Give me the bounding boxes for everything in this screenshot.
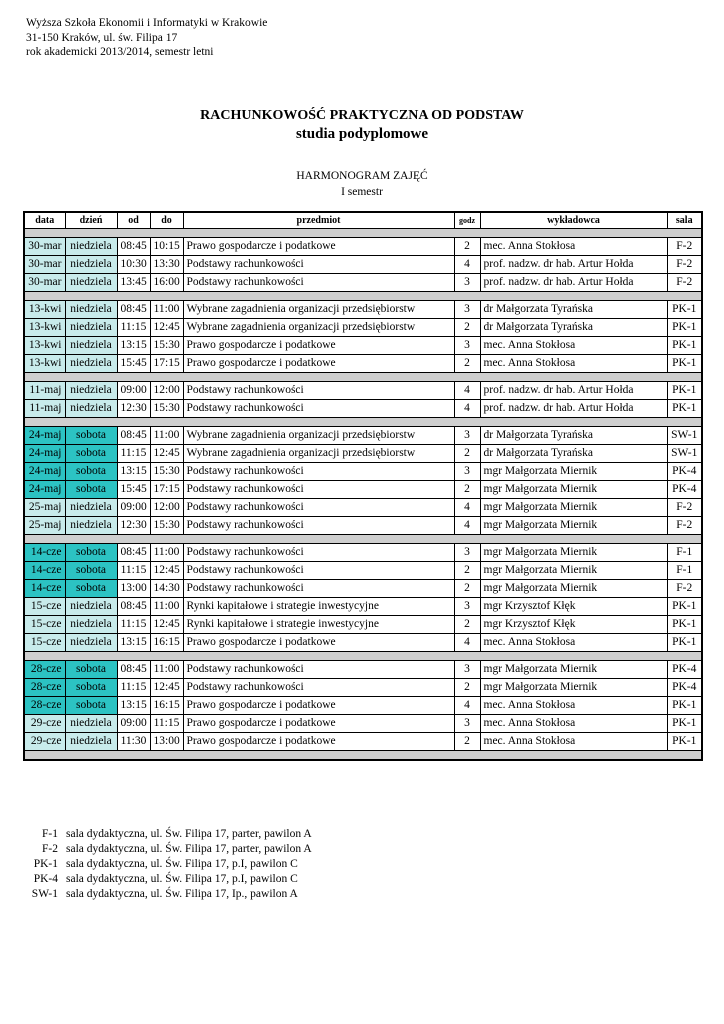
cell-od: 11:30 bbox=[117, 733, 150, 751]
cell-godz: 3 bbox=[454, 661, 480, 679]
cell-wykladowca: mgr Krzysztof Kłęk bbox=[480, 598, 667, 616]
cell-wykladowca: mgr Krzysztof Kłęk bbox=[480, 616, 667, 634]
cell-przedmiot: Prawo gospodarcze i podatkowe bbox=[183, 238, 454, 256]
cell-dzien: niedziela bbox=[65, 517, 117, 535]
cell-data: 14-cze bbox=[24, 562, 65, 580]
cell-data: 24-maj bbox=[24, 445, 65, 463]
table-row bbox=[24, 679, 702, 697]
cell-data: 13-kwi bbox=[24, 301, 65, 319]
cell-wykladowca: mec. Anna Stokłosa bbox=[480, 634, 667, 652]
cell-dzien: niedziela bbox=[65, 634, 117, 652]
cell-od: 12:30 bbox=[117, 517, 150, 535]
cell-dzien: sobota bbox=[65, 427, 117, 445]
cell-godz: 4 bbox=[454, 634, 480, 652]
cell-dzien: niedziela bbox=[65, 274, 117, 292]
document-subtitle: studia podyplomowe bbox=[295, 126, 429, 142]
cell-do: 12:45 bbox=[150, 445, 183, 463]
cell-do: 12:00 bbox=[150, 382, 183, 400]
col-header-do: do bbox=[150, 212, 183, 229]
group-separator bbox=[24, 535, 702, 544]
cell-od: 08:45 bbox=[117, 598, 150, 616]
cell-do: 13:00 bbox=[150, 733, 183, 751]
cell-wykladowca: mec. Anna Stokłosa bbox=[480, 355, 667, 373]
cell-sala: PK-1 bbox=[667, 715, 702, 733]
cell-data: 15-cze bbox=[24, 598, 65, 616]
cell-data: 28-cze bbox=[24, 661, 65, 679]
cell-dzien: niedziela bbox=[65, 256, 117, 274]
group-separator bbox=[24, 292, 702, 301]
cell-dzien: sobota bbox=[65, 661, 117, 679]
cell-data: 30-mar bbox=[24, 274, 65, 292]
cell-przedmiot: Wybrane zagadnienia organizacji przedsiębiorstw bbox=[183, 319, 454, 337]
cell-sala: PK-1 bbox=[667, 301, 702, 319]
group-separator bbox=[24, 751, 702, 761]
table-row bbox=[24, 634, 702, 652]
cell-do: 16:15 bbox=[150, 697, 183, 715]
cell-data: 14-cze bbox=[24, 544, 65, 562]
table-row bbox=[24, 427, 702, 445]
cell-do: 11:15 bbox=[150, 715, 183, 733]
cell-godz: 4 bbox=[454, 400, 480, 418]
table-row bbox=[24, 301, 702, 319]
cell-data: 13-kwi bbox=[24, 337, 65, 355]
legend-room-description: sala dydaktyczna, ul. Św. Filipa 17, parter, pawilon A bbox=[66, 828, 312, 840]
cell-dzien: niedziela bbox=[65, 301, 117, 319]
cell-od: 13:15 bbox=[117, 337, 150, 355]
cell-przedmiot: Wybrane zagadnienia organizacji przedsiębiorstw bbox=[183, 427, 454, 445]
legend-item bbox=[26, 842, 312, 857]
cell-godz: 3 bbox=[454, 301, 480, 319]
cell-dzien: sobota bbox=[65, 463, 117, 481]
cell-wykladowca: dr Małgorzata Tyrańska bbox=[480, 301, 667, 319]
cell-od: 08:45 bbox=[117, 238, 150, 256]
cell-do: 15:30 bbox=[150, 517, 183, 535]
col-header-sala: sala bbox=[667, 212, 702, 229]
legend-room-code: F-2 bbox=[42, 843, 58, 855]
cell-dzien: sobota bbox=[65, 679, 117, 697]
cell-wykladowca: mgr Małgorzata Miernik bbox=[480, 580, 667, 598]
cell-wykladowca: dr Małgorzata Tyrańska bbox=[480, 319, 667, 337]
cell-dzien: niedziela bbox=[65, 715, 117, 733]
cell-sala: PK-4 bbox=[667, 661, 702, 679]
cell-od: 13:15 bbox=[117, 634, 150, 652]
cell-wykladowca: prof. nadzw. dr hab. Artur Hołda bbox=[480, 274, 667, 292]
cell-sala: PK-1 bbox=[667, 319, 702, 337]
cell-wykladowca: mec. Anna Stokłosa bbox=[480, 697, 667, 715]
cell-sala: F-2 bbox=[667, 256, 702, 274]
cell-przedmiot: Prawo gospodarcze i podatkowe bbox=[183, 715, 454, 733]
cell-przedmiot: Prawo gospodarcze i podatkowe bbox=[183, 697, 454, 715]
cell-przedmiot: Podstawy rachunkowości bbox=[183, 544, 454, 562]
cell-data: 30-mar bbox=[24, 238, 65, 256]
table-row bbox=[24, 400, 702, 418]
cell-przedmiot: Prawo gospodarcze i podatkowe bbox=[183, 337, 454, 355]
legend-room-description: sala dydaktyczna, ul. Św. Filipa 17, p.I, pawilon C bbox=[66, 858, 298, 870]
table-row bbox=[24, 598, 702, 616]
legend-room-description: sala dydaktyczna, ul. Św. Filipa 17, p.I, pawilon C bbox=[66, 873, 298, 885]
cell-godz: 2 bbox=[454, 562, 480, 580]
table-row bbox=[24, 256, 702, 274]
legend-room-code: F-1 bbox=[42, 828, 58, 840]
document-title: RACHUNKOWOŚĆ PRAKTYCZNA OD PODSTAW bbox=[200, 108, 524, 123]
table-row bbox=[24, 544, 702, 562]
cell-godz: 3 bbox=[454, 598, 480, 616]
table-row bbox=[24, 238, 702, 256]
cell-wykladowca: prof. nadzw. dr hab. Artur Hołda bbox=[480, 400, 667, 418]
cell-do: 11:00 bbox=[150, 544, 183, 562]
cell-od: 11:15 bbox=[117, 445, 150, 463]
separator-cell bbox=[24, 751, 702, 761]
cell-godz: 2 bbox=[454, 580, 480, 598]
cell-sala: PK-1 bbox=[667, 697, 702, 715]
table-row bbox=[24, 715, 702, 733]
cell-dzien: sobota bbox=[65, 445, 117, 463]
academic-year: rok akademicki 2013/2014, semestr letni bbox=[26, 46, 214, 58]
cell-do: 15:30 bbox=[150, 400, 183, 418]
cell-sala: PK-1 bbox=[667, 598, 702, 616]
cell-sala: F-1 bbox=[667, 562, 702, 580]
cell-data: 11-maj bbox=[24, 400, 65, 418]
cell-godz: 3 bbox=[454, 274, 480, 292]
cell-przedmiot: Wybrane zagadnienia organizacji przedsiębiorstw bbox=[183, 445, 454, 463]
cell-do: 13:30 bbox=[150, 256, 183, 274]
table-row bbox=[24, 445, 702, 463]
cell-godz: 2 bbox=[454, 355, 480, 373]
cell-przedmiot: Rynki kapitałowe i strategie inwestycyjne bbox=[183, 616, 454, 634]
cell-przedmiot: Podstawy rachunkowości bbox=[183, 499, 454, 517]
institution-address: 31-150 Kraków, ul. św. Filipa 17 bbox=[26, 31, 178, 44]
table-row bbox=[24, 499, 702, 517]
cell-data: 25-maj bbox=[24, 517, 65, 535]
cell-od: 13:15 bbox=[117, 463, 150, 481]
cell-od: 13:00 bbox=[117, 580, 150, 598]
cell-od: 11:15 bbox=[117, 616, 150, 634]
cell-wykladowca: mgr Małgorzata Miernik bbox=[480, 481, 667, 499]
cell-sala: PK-4 bbox=[667, 679, 702, 697]
cell-do: 11:00 bbox=[150, 598, 183, 616]
cell-przedmiot: Prawo gospodarcze i podatkowe bbox=[183, 634, 454, 652]
cell-data: 13-kwi bbox=[24, 319, 65, 337]
cell-sala: PK-1 bbox=[667, 616, 702, 634]
cell-sala: F-2 bbox=[667, 238, 702, 256]
legend-item bbox=[26, 872, 312, 887]
cell-do: 17:15 bbox=[150, 355, 183, 373]
table-row bbox=[24, 274, 702, 292]
col-header-godz: godz bbox=[454, 212, 480, 229]
cell-dzien: niedziela bbox=[65, 337, 117, 355]
cell-dzien: sobota bbox=[65, 562, 117, 580]
cell-wykladowca: dr Małgorzata Tyrańska bbox=[480, 427, 667, 445]
cell-data: 15-cze bbox=[24, 634, 65, 652]
cell-godz: 4 bbox=[454, 499, 480, 517]
cell-od: 15:45 bbox=[117, 355, 150, 373]
cell-dzien: niedziela bbox=[65, 382, 117, 400]
table-row bbox=[24, 580, 702, 598]
legend-item bbox=[26, 827, 312, 842]
cell-sala: PK-1 bbox=[667, 733, 702, 751]
separator-cell bbox=[24, 373, 702, 382]
cell-przedmiot: Prawo gospodarcze i podatkowe bbox=[183, 733, 454, 751]
cell-wykladowca: mgr Małgorzata Miernik bbox=[480, 679, 667, 697]
cell-sala: F-2 bbox=[667, 580, 702, 598]
table-row bbox=[24, 337, 702, 355]
cell-wykladowca: mgr Małgorzata Miernik bbox=[480, 544, 667, 562]
cell-sala: PK-1 bbox=[667, 382, 702, 400]
cell-przedmiot: Podstawy rachunkowości bbox=[183, 679, 454, 697]
cell-dzien: niedziela bbox=[65, 400, 117, 418]
cell-sala: SW-1 bbox=[667, 445, 702, 463]
cell-godz: 3 bbox=[454, 715, 480, 733]
cell-przedmiot: Podstawy rachunkowości bbox=[183, 661, 454, 679]
cell-data: 24-maj bbox=[24, 463, 65, 481]
cell-dzien: niedziela bbox=[65, 733, 117, 751]
cell-do: 14:30 bbox=[150, 580, 183, 598]
legend-room-description: sala dydaktyczna, ul. Św. Filipa 17, Ip., pawilon A bbox=[66, 888, 298, 900]
schedule-heading: HARMONOGRAM ZAJĘĆ bbox=[296, 170, 428, 182]
legend-room-code: PK-4 bbox=[33, 873, 58, 885]
cell-przedmiot: Podstawy rachunkowości bbox=[183, 481, 454, 499]
group-separator bbox=[24, 652, 702, 661]
cell-przedmiot: Wybrane zagadnienia organizacji przedsiębiorstw bbox=[183, 301, 454, 319]
cell-od: 09:00 bbox=[117, 382, 150, 400]
col-header-przedmiot: przedmiot bbox=[183, 212, 454, 229]
cell-data: 24-maj bbox=[24, 427, 65, 445]
cell-godz: 4 bbox=[454, 697, 480, 715]
table-row bbox=[24, 382, 702, 400]
cell-godz: 3 bbox=[454, 463, 480, 481]
cell-data: 24-maj bbox=[24, 481, 65, 499]
legend-item bbox=[26, 857, 312, 872]
room-legend bbox=[26, 827, 312, 902]
cell-dzien: sobota bbox=[65, 544, 117, 562]
cell-wykladowca: mec. Anna Stokłosa bbox=[480, 733, 667, 751]
cell-przedmiot: Podstawy rachunkowości bbox=[183, 274, 454, 292]
legend-room-description: sala dydaktyczna, ul. Św. Filipa 17, parter, pawilon A bbox=[66, 843, 312, 855]
cell-wykladowca: mgr Małgorzata Miernik bbox=[480, 562, 667, 580]
table-row bbox=[24, 661, 702, 679]
cell-od: 12:30 bbox=[117, 400, 150, 418]
cell-od: 10:30 bbox=[117, 256, 150, 274]
cell-sala: F-2 bbox=[667, 499, 702, 517]
cell-od: 13:15 bbox=[117, 697, 150, 715]
table-row bbox=[24, 355, 702, 373]
table-row bbox=[24, 463, 702, 481]
cell-do: 16:00 bbox=[150, 274, 183, 292]
semester-label: I semestr bbox=[341, 186, 383, 198]
cell-do: 15:30 bbox=[150, 337, 183, 355]
cell-dzien: niedziela bbox=[65, 319, 117, 337]
table-row bbox=[24, 733, 702, 751]
cell-przedmiot: Podstawy rachunkowości bbox=[183, 256, 454, 274]
cell-wykladowca: mgr Małgorzata Miernik bbox=[480, 499, 667, 517]
cell-przedmiot: Podstawy rachunkowości bbox=[183, 382, 454, 400]
cell-data: 11-maj bbox=[24, 382, 65, 400]
cell-godz: 2 bbox=[454, 319, 480, 337]
separator-cell bbox=[24, 229, 702, 238]
table-row bbox=[24, 481, 702, 499]
cell-godz: 3 bbox=[454, 544, 480, 562]
cell-godz: 4 bbox=[454, 517, 480, 535]
table-row bbox=[24, 697, 702, 715]
table-row bbox=[24, 517, 702, 535]
cell-sala: PK-4 bbox=[667, 463, 702, 481]
cell-data: 28-cze bbox=[24, 697, 65, 715]
cell-do: 10:15 bbox=[150, 238, 183, 256]
cell-godz: 4 bbox=[454, 382, 480, 400]
cell-wykladowca: mgr Małgorzata Miernik bbox=[480, 517, 667, 535]
group-separator bbox=[24, 229, 702, 238]
cell-dzien: niedziela bbox=[65, 499, 117, 517]
cell-od: 11:15 bbox=[117, 679, 150, 697]
cell-wykladowca: mec. Anna Stokłosa bbox=[480, 337, 667, 355]
cell-przedmiot: Podstawy rachunkowości bbox=[183, 517, 454, 535]
col-header-dzien: dzień bbox=[65, 212, 117, 229]
cell-godz: 2 bbox=[454, 238, 480, 256]
cell-godz: 3 bbox=[454, 337, 480, 355]
cell-do: 16:15 bbox=[150, 634, 183, 652]
cell-od: 13:45 bbox=[117, 274, 150, 292]
col-header-data: data bbox=[24, 212, 65, 229]
table-header-row bbox=[24, 212, 702, 229]
legend-room-code: SW-1 bbox=[31, 888, 58, 900]
cell-sala: PK-1 bbox=[667, 634, 702, 652]
cell-wykladowca: dr Małgorzata Tyrańska bbox=[480, 445, 667, 463]
cell-do: 12:45 bbox=[150, 319, 183, 337]
legend-item bbox=[26, 887, 312, 902]
cell-godz: 2 bbox=[454, 679, 480, 697]
group-separator bbox=[24, 418, 702, 427]
table-row bbox=[24, 319, 702, 337]
cell-do: 12:45 bbox=[150, 679, 183, 697]
cell-wykladowca: mgr Małgorzata Miernik bbox=[480, 463, 667, 481]
cell-od: 15:45 bbox=[117, 481, 150, 499]
cell-sala: F-1 bbox=[667, 544, 702, 562]
cell-godz: 2 bbox=[454, 445, 480, 463]
col-header-wykladowca: wykładowca bbox=[480, 212, 667, 229]
cell-przedmiot: Prawo gospodarcze i podatkowe bbox=[183, 355, 454, 373]
cell-do: 12:00 bbox=[150, 499, 183, 517]
separator-cell bbox=[24, 292, 702, 301]
cell-od: 11:15 bbox=[117, 319, 150, 337]
institution-header bbox=[26, 16, 267, 60]
cell-do: 17:15 bbox=[150, 481, 183, 499]
cell-do: 11:00 bbox=[150, 427, 183, 445]
cell-godz: 2 bbox=[454, 616, 480, 634]
cell-dzien: sobota bbox=[65, 481, 117, 499]
cell-przedmiot: Podstawy rachunkowości bbox=[183, 400, 454, 418]
cell-data: 29-cze bbox=[24, 733, 65, 751]
col-header-od: od bbox=[117, 212, 150, 229]
cell-sala: SW-1 bbox=[667, 427, 702, 445]
cell-do: 11:00 bbox=[150, 301, 183, 319]
cell-godz: 3 bbox=[454, 427, 480, 445]
separator-cell bbox=[24, 652, 702, 661]
cell-sala: PK-4 bbox=[667, 481, 702, 499]
schedule-body bbox=[24, 229, 702, 761]
cell-przedmiot: Podstawy rachunkowości bbox=[183, 580, 454, 598]
cell-wykladowca: prof. nadzw. dr hab. Artur Hołda bbox=[480, 256, 667, 274]
cell-data: 30-mar bbox=[24, 256, 65, 274]
cell-data: 14-cze bbox=[24, 580, 65, 598]
cell-data: 28-cze bbox=[24, 679, 65, 697]
cell-od: 08:45 bbox=[117, 544, 150, 562]
cell-dzien: niedziela bbox=[65, 238, 117, 256]
cell-od: 11:15 bbox=[117, 562, 150, 580]
cell-od: 08:45 bbox=[117, 427, 150, 445]
cell-dzien: sobota bbox=[65, 580, 117, 598]
cell-od: 09:00 bbox=[117, 499, 150, 517]
group-separator bbox=[24, 373, 702, 382]
cell-od: 08:45 bbox=[117, 661, 150, 679]
cell-sala: PK-1 bbox=[667, 400, 702, 418]
cell-sala: PK-1 bbox=[667, 337, 702, 355]
cell-przedmiot: Podstawy rachunkowości bbox=[183, 463, 454, 481]
cell-od: 08:45 bbox=[117, 301, 150, 319]
table-row bbox=[24, 562, 702, 580]
cell-do: 12:45 bbox=[150, 616, 183, 634]
cell-data: 29-cze bbox=[24, 715, 65, 733]
cell-data: 15-cze bbox=[24, 616, 65, 634]
cell-przedmiot: Rynki kapitałowe i strategie inwestycyjne bbox=[183, 598, 454, 616]
table-row bbox=[24, 616, 702, 634]
cell-data: 25-maj bbox=[24, 499, 65, 517]
cell-sala: PK-1 bbox=[667, 355, 702, 373]
cell-do: 11:00 bbox=[150, 661, 183, 679]
separator-cell bbox=[24, 535, 702, 544]
cell-do: 12:45 bbox=[150, 562, 183, 580]
cell-godz: 2 bbox=[454, 481, 480, 499]
cell-wykladowca: prof. nadzw. dr hab. Artur Hołda bbox=[480, 382, 667, 400]
cell-wykladowca: mgr Małgorzata Miernik bbox=[480, 661, 667, 679]
cell-dzien: sobota bbox=[65, 697, 117, 715]
cell-przedmiot: Podstawy rachunkowości bbox=[183, 562, 454, 580]
cell-sala: F-2 bbox=[667, 274, 702, 292]
separator-cell bbox=[24, 418, 702, 427]
cell-dzien: niedziela bbox=[65, 598, 117, 616]
legend-room-code: PK-1 bbox=[33, 858, 58, 870]
schedule-table bbox=[23, 211, 703, 761]
cell-wykladowca: mec. Anna Stokłosa bbox=[480, 238, 667, 256]
institution-name: Wyższa Szkoła Ekonomii i Informatyki w Krakowie bbox=[26, 17, 268, 29]
cell-dzien: niedziela bbox=[65, 616, 117, 634]
cell-godz: 2 bbox=[454, 733, 480, 751]
cell-od: 09:00 bbox=[117, 715, 150, 733]
cell-dzien: niedziela bbox=[65, 355, 117, 373]
cell-wykladowca: mec. Anna Stokłosa bbox=[480, 715, 667, 733]
cell-sala: F-2 bbox=[667, 517, 702, 535]
cell-godz: 4 bbox=[454, 256, 480, 274]
cell-do: 15:30 bbox=[150, 463, 183, 481]
cell-data: 13-kwi bbox=[24, 355, 65, 373]
